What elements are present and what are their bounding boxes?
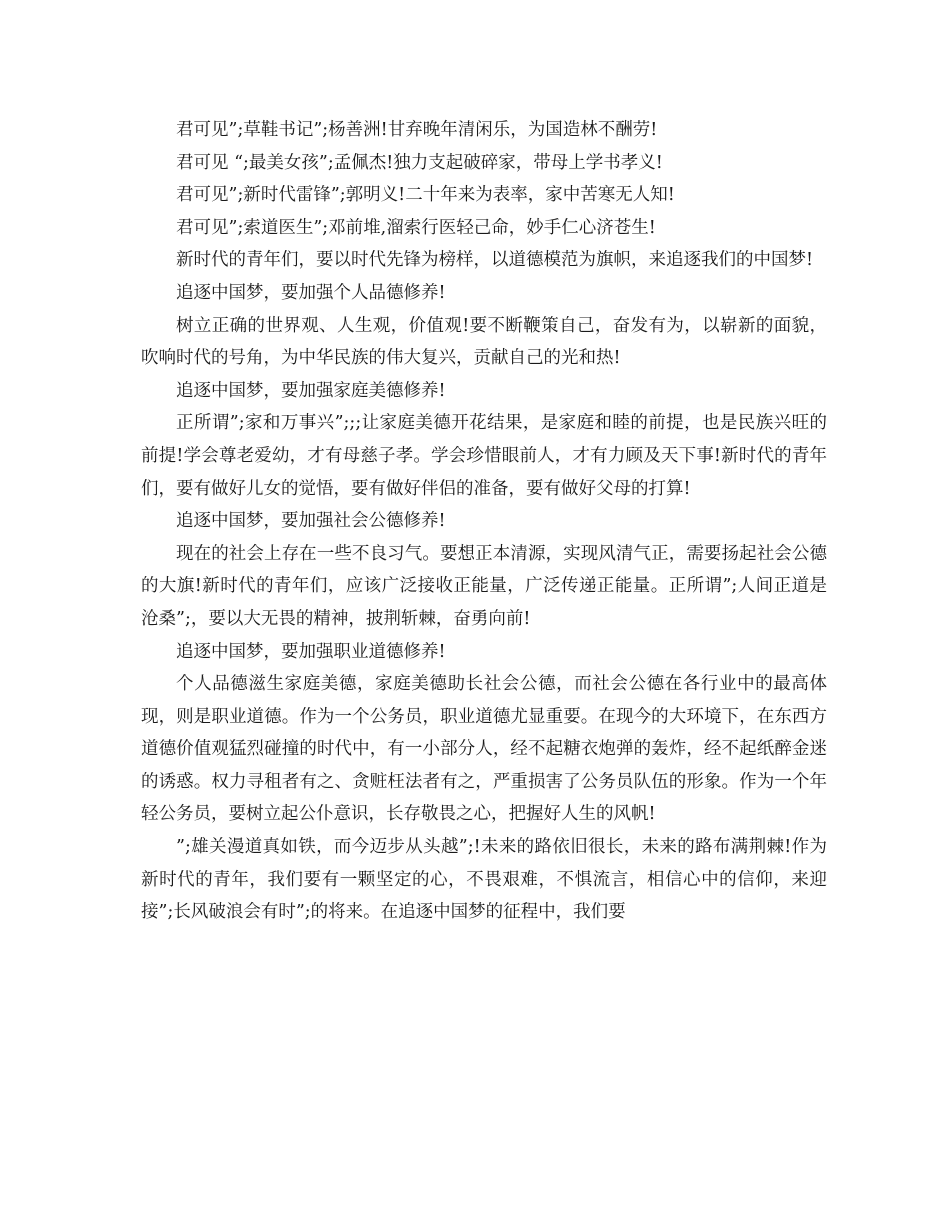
paragraph-3: 君可见”;新时代雷锋”;郭明义!二十年来为表率，家中苦寒无人知! (176, 185, 675, 206)
paragraph-4: 君可见”;索道医生”;邓前堆,溜索行医轻己命，妙手仁心济苍生! (176, 217, 656, 238)
paragraph-9: 正所谓”;家和万事兴”;;;让家庭美德开花结果，是家庭和睦的前提，也是民族兴旺的前提!学会尊老爱幼，才有母慈子孝。学会珍惜眼前人，才有力顾及天下事!新时代的青年们，要有做好儿女的觉悟，要有做好伴侣的准备，要有做好父母的打算! (141, 413, 827, 499)
section-heading-social: 追逐中国梦，要加强社会公德修养! (176, 511, 446, 532)
section-heading-family: 追逐中国梦，要加强家庭美德修养! (176, 380, 446, 401)
paragraph-13: 个人品德滋生家庭美德，家庭美德助长社会公德，而社会公德在各行业中的最高体现，则是职业道德。作为一个公务员，职业道德尤显重要。在现今的大环境下，在东西方道德价值观猛烈碰撞的时代中，有一小部分人，经不起糖衣炮弹的轰炸，经不起纸醉金迷的诱惑。权力寻租者有之、贪赃枉法者有之，严重损害了公务员队伍的形象。作为一个年轻公务员，要树立起公仆意识，长存敬畏之心，把握好人生的风帆! (141, 674, 827, 825)
paragraph-2: 君可见 “;最美女孩”;孟佩杰!独力支起破碎家，带母上学书孝义! (176, 152, 663, 173)
document-body (141, 114, 827, 929)
paragraph-14: ”;雄关漫道真如铁，而今迈步从头越”;!未来的路依旧很长，未来的路布满荆棘!作为新时代的青年，我们要有一颗坚定的心，不畏艰难，不惧流言，相信心中的信仰，来迎接”;长风破浪会有时”;的将来。在追逐中国梦的征程中，我们要 (141, 837, 827, 923)
section-heading-personal: 追逐中国梦，要加强个人品德修养! (176, 282, 446, 303)
section-heading-professional: 追逐中国梦，要加强职业道德修养! (176, 641, 446, 662)
paragraph-1: 君可见”;草鞋书记”;杨善洲!甘弃晚年清闲乐，为国造林不酬劳! (176, 120, 658, 140)
paragraph-5: 新时代的青年们，要以时代先锋为榜样，以道德模范为旗帜，来追逐我们的中国梦! (176, 250, 814, 271)
paragraph-11: 现在的社会上存在一些不良习气。要想正本清源，实现风清气正，需要扬起社会公德的大旗!新时代的青年们，应该广泛接收正能量，广泛传递正能量。正所谓”;人间正道是沧桑”;，要以大无畏的精神，披荆斩棘，奋勇向前! (141, 543, 827, 629)
paragraph-7: 树立正确的世界观、人生观，价值观!要不断鞭策自己，奋发有为，以崭新的面貌，吹响时代的号角，为中华民族的伟大复兴，贡献自己的光和热! (141, 315, 827, 369)
